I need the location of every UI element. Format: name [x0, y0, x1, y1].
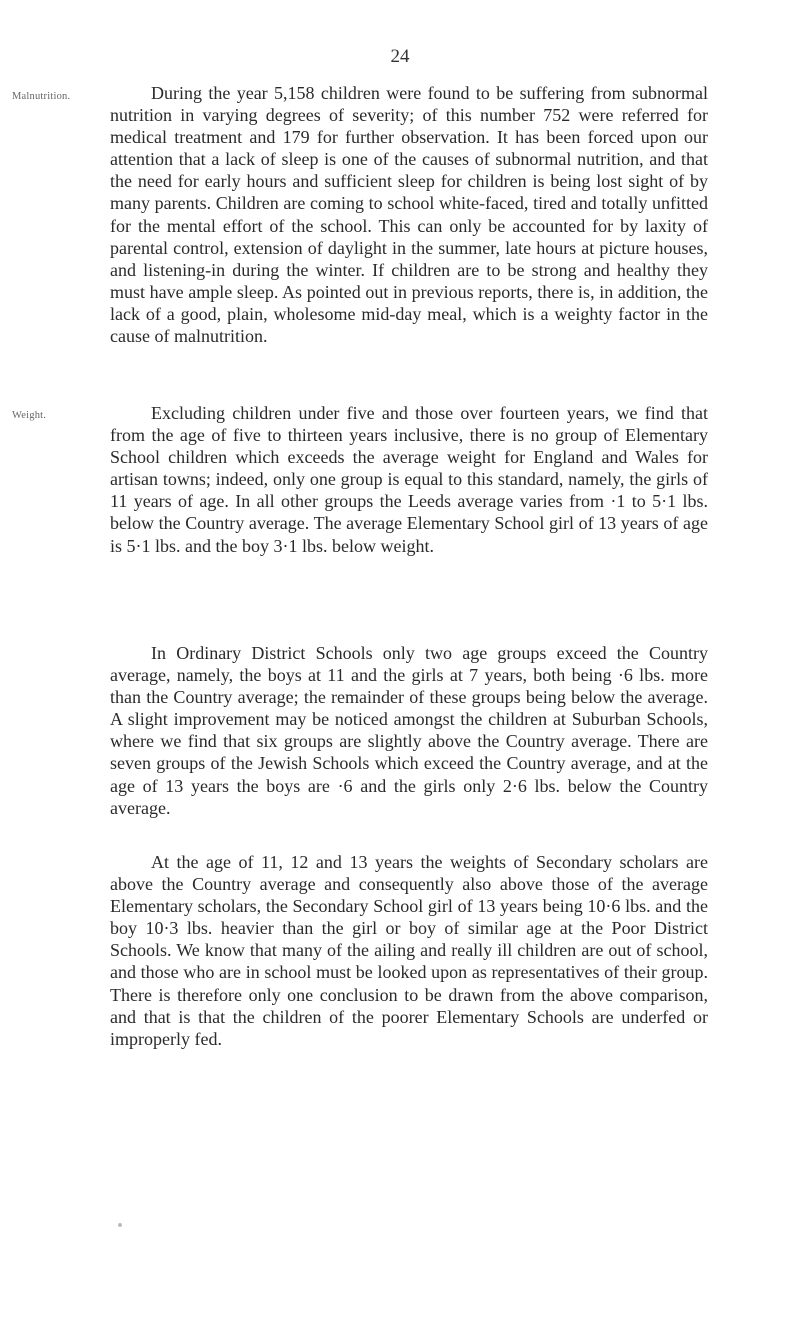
sidenote-malnutrition: Malnutrition. [12, 91, 71, 102]
paragraph-weight-district-schools: In Ordinary District Schools only two age groups exceed the Country average, namely, the boys at 11 and the girls at 7 years, both being ·6 lbs. more than the Country average; the remainder of these groups being below the average. A slight improvement may be noticed amongst the children at Suburban Schools, where we find that six groups are slightly above the Country average. There are seven groups of the Jewish Schools which exceed the Country average, and at the age of 13 years the boys are ·6 and the girls only 2·6 lbs. below the Country average. [110, 643, 708, 818]
paragraph-weight-secondary: At the age of 11, 12 and 13 years the weights of Secondary scholars are above the Country average and consequently also above those of the average Elementary scholars, the Secondary School girl of 13 years being 10·6 lbs. and the boy 10·3 lbs. heavier than the girl or boy of similar age at the Poor District Schools. We know that many of the ailing and really ill children are out of school, and those who are in school must be looked upon as representatives of their group. There is therefore only one conclusion to be drawn from the above comparison, and that is that the children of the poorer Elementary Schools are underfed or improperly fed. [110, 852, 708, 1049]
stray-ink-mark [118, 1223, 122, 1227]
paragraph-weight-elementary: Excluding children under five and those over fourteen years, we find that from the age of five to thirteen years inclusive, there is no group of Elementary School children which exceeds the average weight for England and Wales for artisan towns; indeed, only one group is equal to this standard, namely, the girls of 11 years of age. In all other groups the Leeds average varies from ·1 to 5·1 lbs. below the Country average. The average Elementary School girl of 13 years of age is 5·1 lbs. and the boy 3·1 lbs. below weight. [110, 403, 708, 556]
sidenote-weight: Weight. [12, 410, 47, 421]
page-number: 24 [390, 46, 410, 67]
paragraph-malnutrition: During the year 5,158 children were found to be suffering from subnormal nutrition in varying degrees of severity; of this number 752 were referred for medical treatment and 179 for further observation. It has been forced upon our attention that a lack of sleep is one of the causes of subnormal nutrition, and that the need for early hours and sufficient sleep for children is being lost sight of by many parents. Children are coming to school white-faced, tired and totally unfitted for the mental effort of the school. This can only be accounted for by laxity of parental control, extension of daylight in the summer, late hours at picture houses, and listening-in during the winter. If children are to be strong and healthy they must have ample sleep. As pointed out in previous reports, there is, in addition, the lack of a good, plain, wholesome mid-day meal, which is a weighty factor in the cause of malnutrition. [110, 83, 708, 347]
